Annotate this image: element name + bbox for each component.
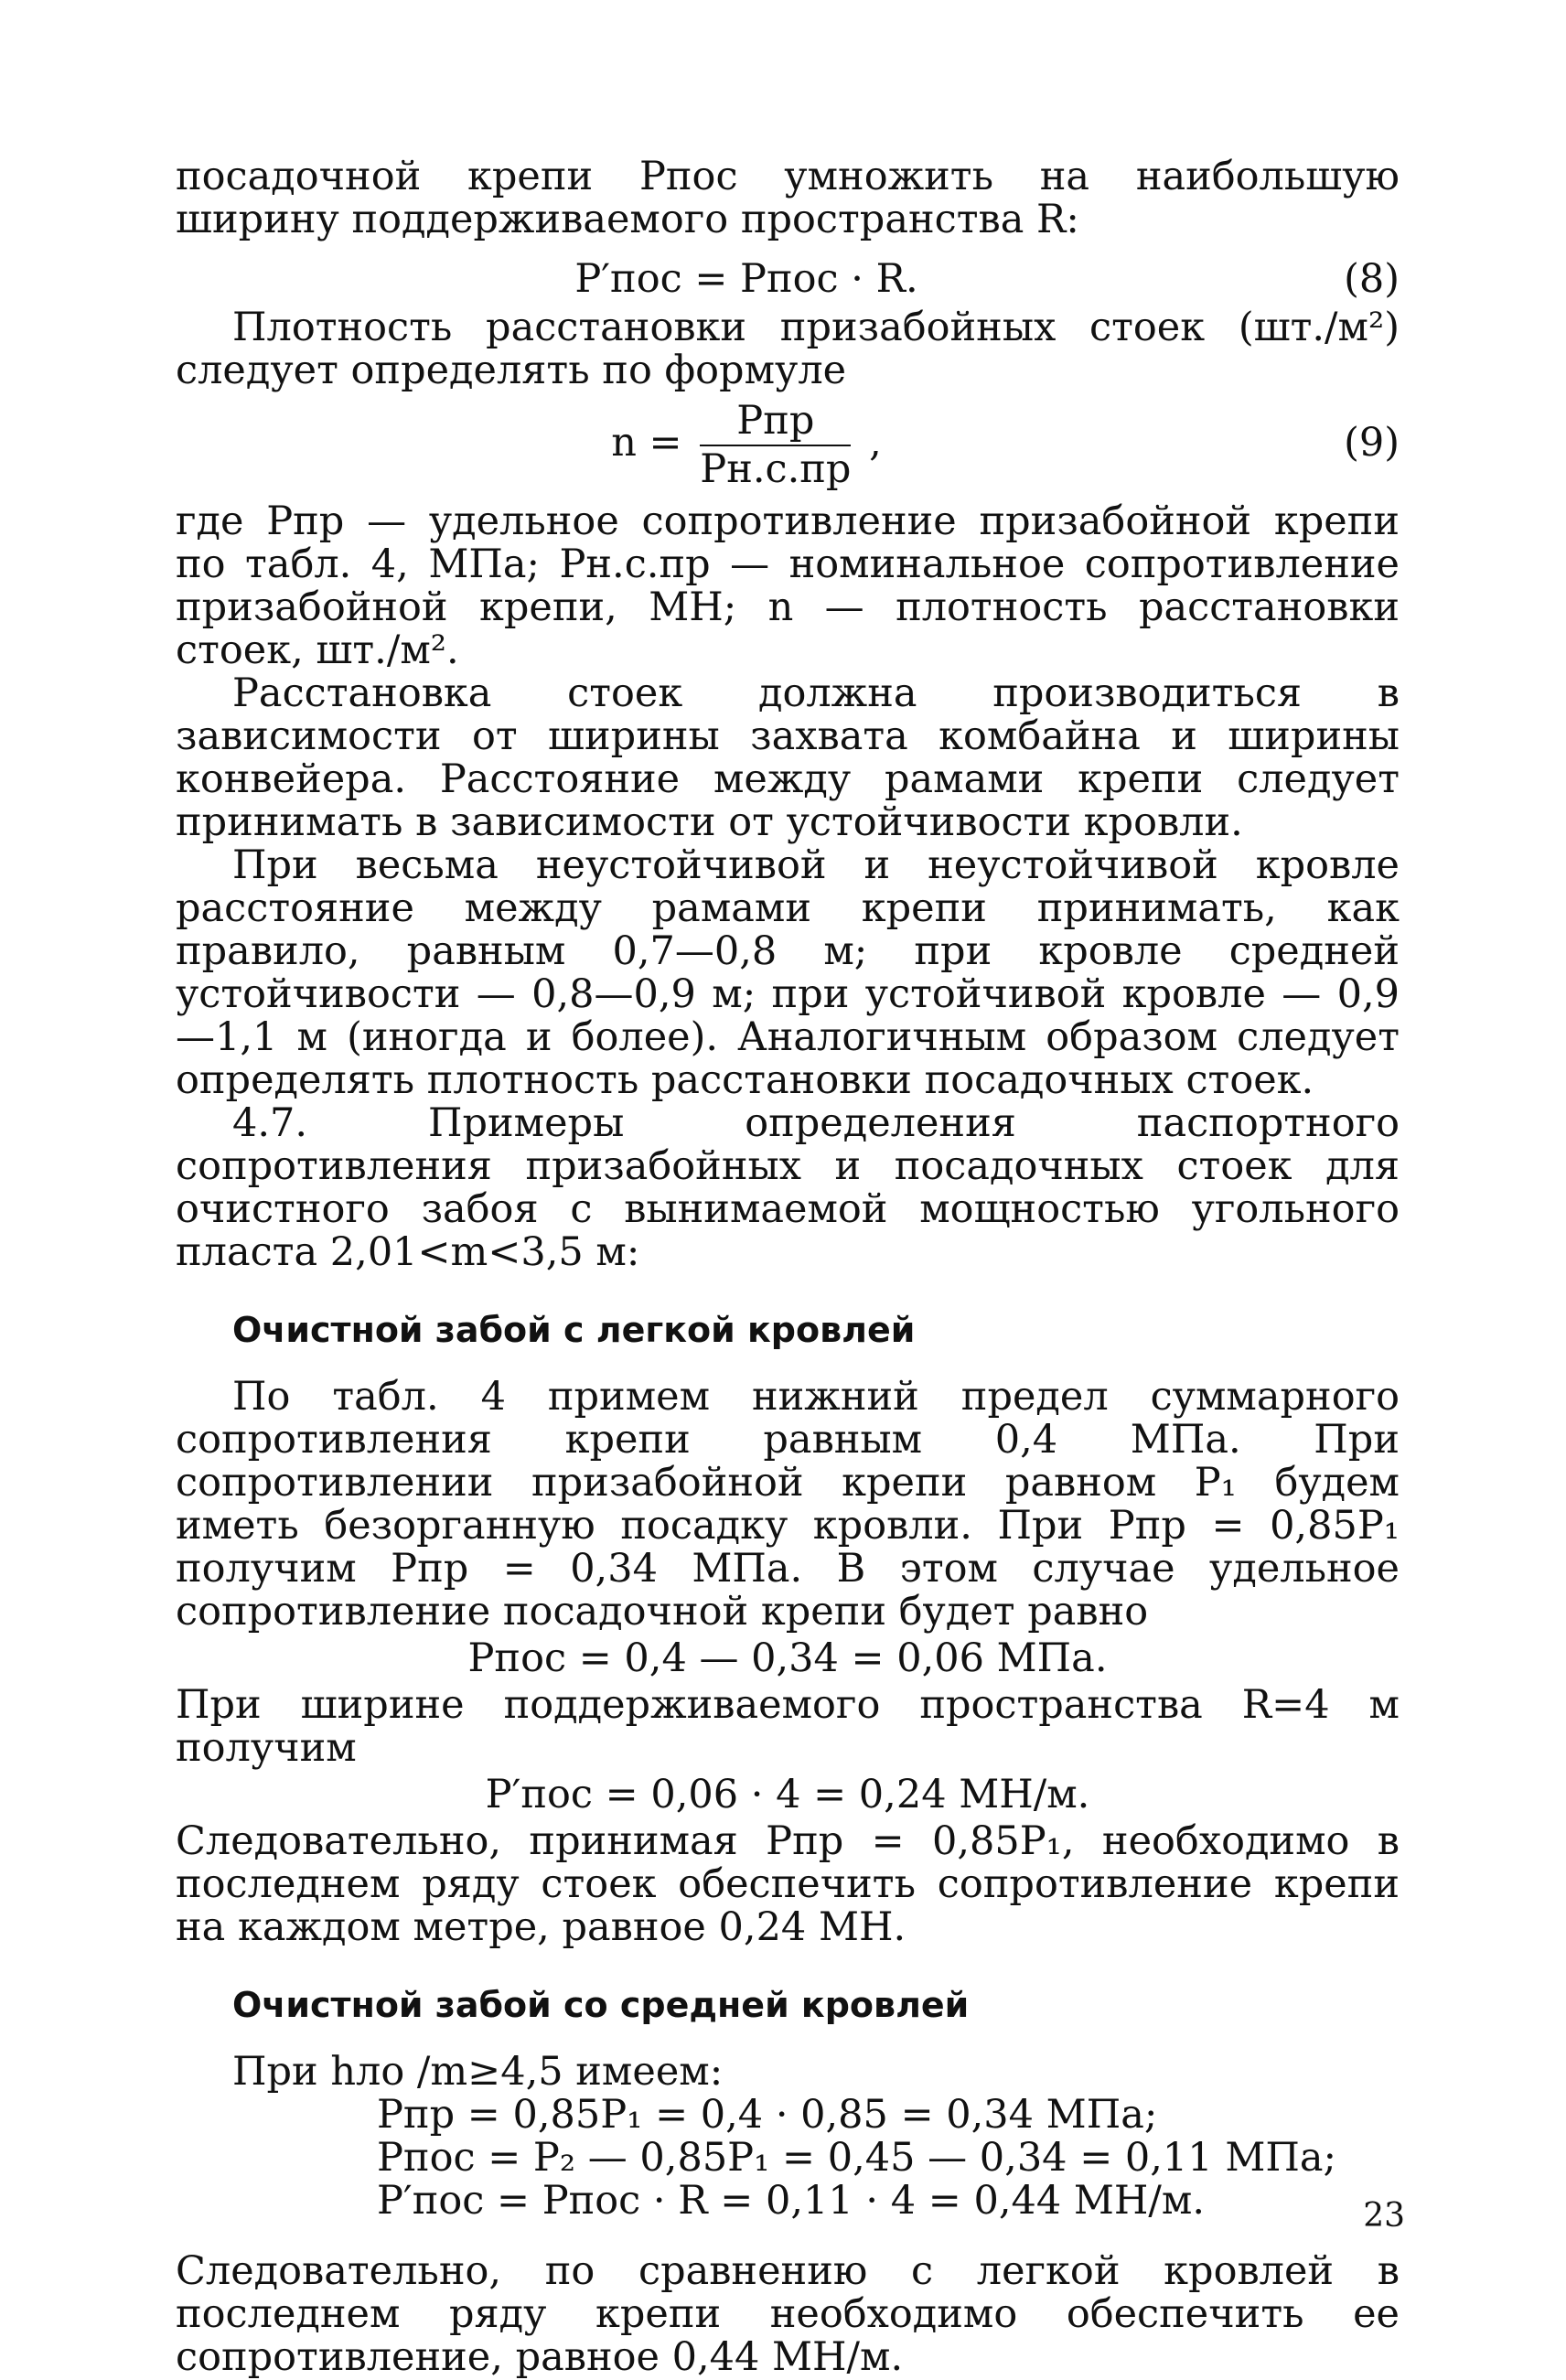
paragraph-10: При hло /m≥4,5 имеем:: [232, 2049, 724, 2095]
paragraph-7: По табл. 4 примем нижний предел суммарного сопротивления крепи равным 0,4 МПа. При сопротивлении призабойной крепи равном P₁ будем иметь безорганную посадку кровли. При Pпр = 0,85P₁ получим Pпр = 0,34 МПа. В этом случае удельное сопротивление посадочной крепи будет равно: [176, 1374, 1400, 1635]
equation-9: [176, 400, 1400, 491]
calc-line-1: Pпр = 0,85P₁ = 0,4 · 0,85 = 0,34 МПа;: [377, 2092, 1158, 2138]
equation-8: [176, 258, 1400, 301]
equation-9-lhs: n =: [611, 420, 682, 466]
paragraph-3: где Pпр — удельное сопротивление призабойной крепи по табл. 4, МПа; Pн.с.пр — номинальное сопротивление призабойной крепи, МН; n — плотность расстановки стоек, шт./м².: [176, 499, 1400, 673]
paragraph-6: 4.7. Примеры определения паспортного сопротивления призабойных и посадочных стоек для очистного забоя с вынимаемой мощностью угольного пласта 2,01<m<3,5 м:: [176, 1100, 1400, 1275]
equation-9-denominator: Pн.с.пр: [700, 446, 852, 492]
paragraph-1: посадочной крепи Pпос умножить на наибольшую ширину поддерживаемого пространства R:: [176, 154, 1400, 242]
equation-8-number: (8): [1344, 256, 1400, 302]
equation-9-numerator: Pпр: [700, 400, 851, 446]
equation-9-number: (9): [1344, 420, 1400, 466]
paragraph-2: Плотность расстановки призабойных стоек (шт./м²) следует определять по формуле: [176, 305, 1400, 393]
equation-p-pos: Pпос = 0,4 — 0,34 = 0,06 МПа.: [467, 1635, 1108, 1681]
paragraph-11: Следовательно, по сравнению с легкой кровлей в последнем ряду крепи необходимо обеспечить ее сопротивление, равное 0,44 МН/м.: [176, 2248, 1400, 2380]
equation-9-tail: ,: [869, 420, 882, 466]
equation-9-fraction: [700, 400, 851, 491]
paragraph-9: Следовательно, принимая Pпр = 0,85P₁, необходимо в последнем ряду стоек обеспечить сопротивление крепи на каждом метре, равное 0,24 МН.: [176, 1818, 1400, 1950]
calc-line-3: P′пос = Pпос · R = 0,11 · 4 = 0,44 МН/м.: [377, 2178, 1206, 2224]
equation-9-body: [176, 400, 1317, 491]
paragraph-8: При ширине поддерживаемого пространства R=4 м получим: [176, 1682, 1400, 1771]
page-text: [176, 155, 1400, 2379]
paragraph-4: Расстановка стоек должна производиться в зависимости от ширины захвата комбайна и ширины конвейера. Расстояние между рамами крепи следует принимать в зависимости от устойчивости кровли.: [176, 670, 1400, 845]
calc-line-2: Pпос = P₂ — 0,85P₁ = 0,45 — 0,34 = 0,11 МПа;: [377, 2135, 1336, 2181]
section-heading-light-roof: Очистной забой с легкой кровлей: [232, 1310, 916, 1350]
section-heading-medium-roof: Очистной забой со средней кровлей: [232, 1985, 970, 2025]
equation-p-pos-prime: P′пос = 0,06 · 4 = 0,24 МН/м.: [485, 1772, 1090, 1817]
equation-8-body: P′пос = Pпос · R.: [574, 256, 918, 302]
paragraph-5: При весьма неустойчивой и неустойчивой кровле расстояние между рамами крепи принимать, как правило, равным 0,7—0,8 м; при кровле средней устойчивости — 0,8—0,9 м; при устойчивой кровле — 0,9—1,1 м (иногда и более). Аналогичным образом следует определять плотность расстановки посадочных стоек.: [176, 842, 1400, 1103]
page-number: 23: [1363, 2197, 1405, 2235]
